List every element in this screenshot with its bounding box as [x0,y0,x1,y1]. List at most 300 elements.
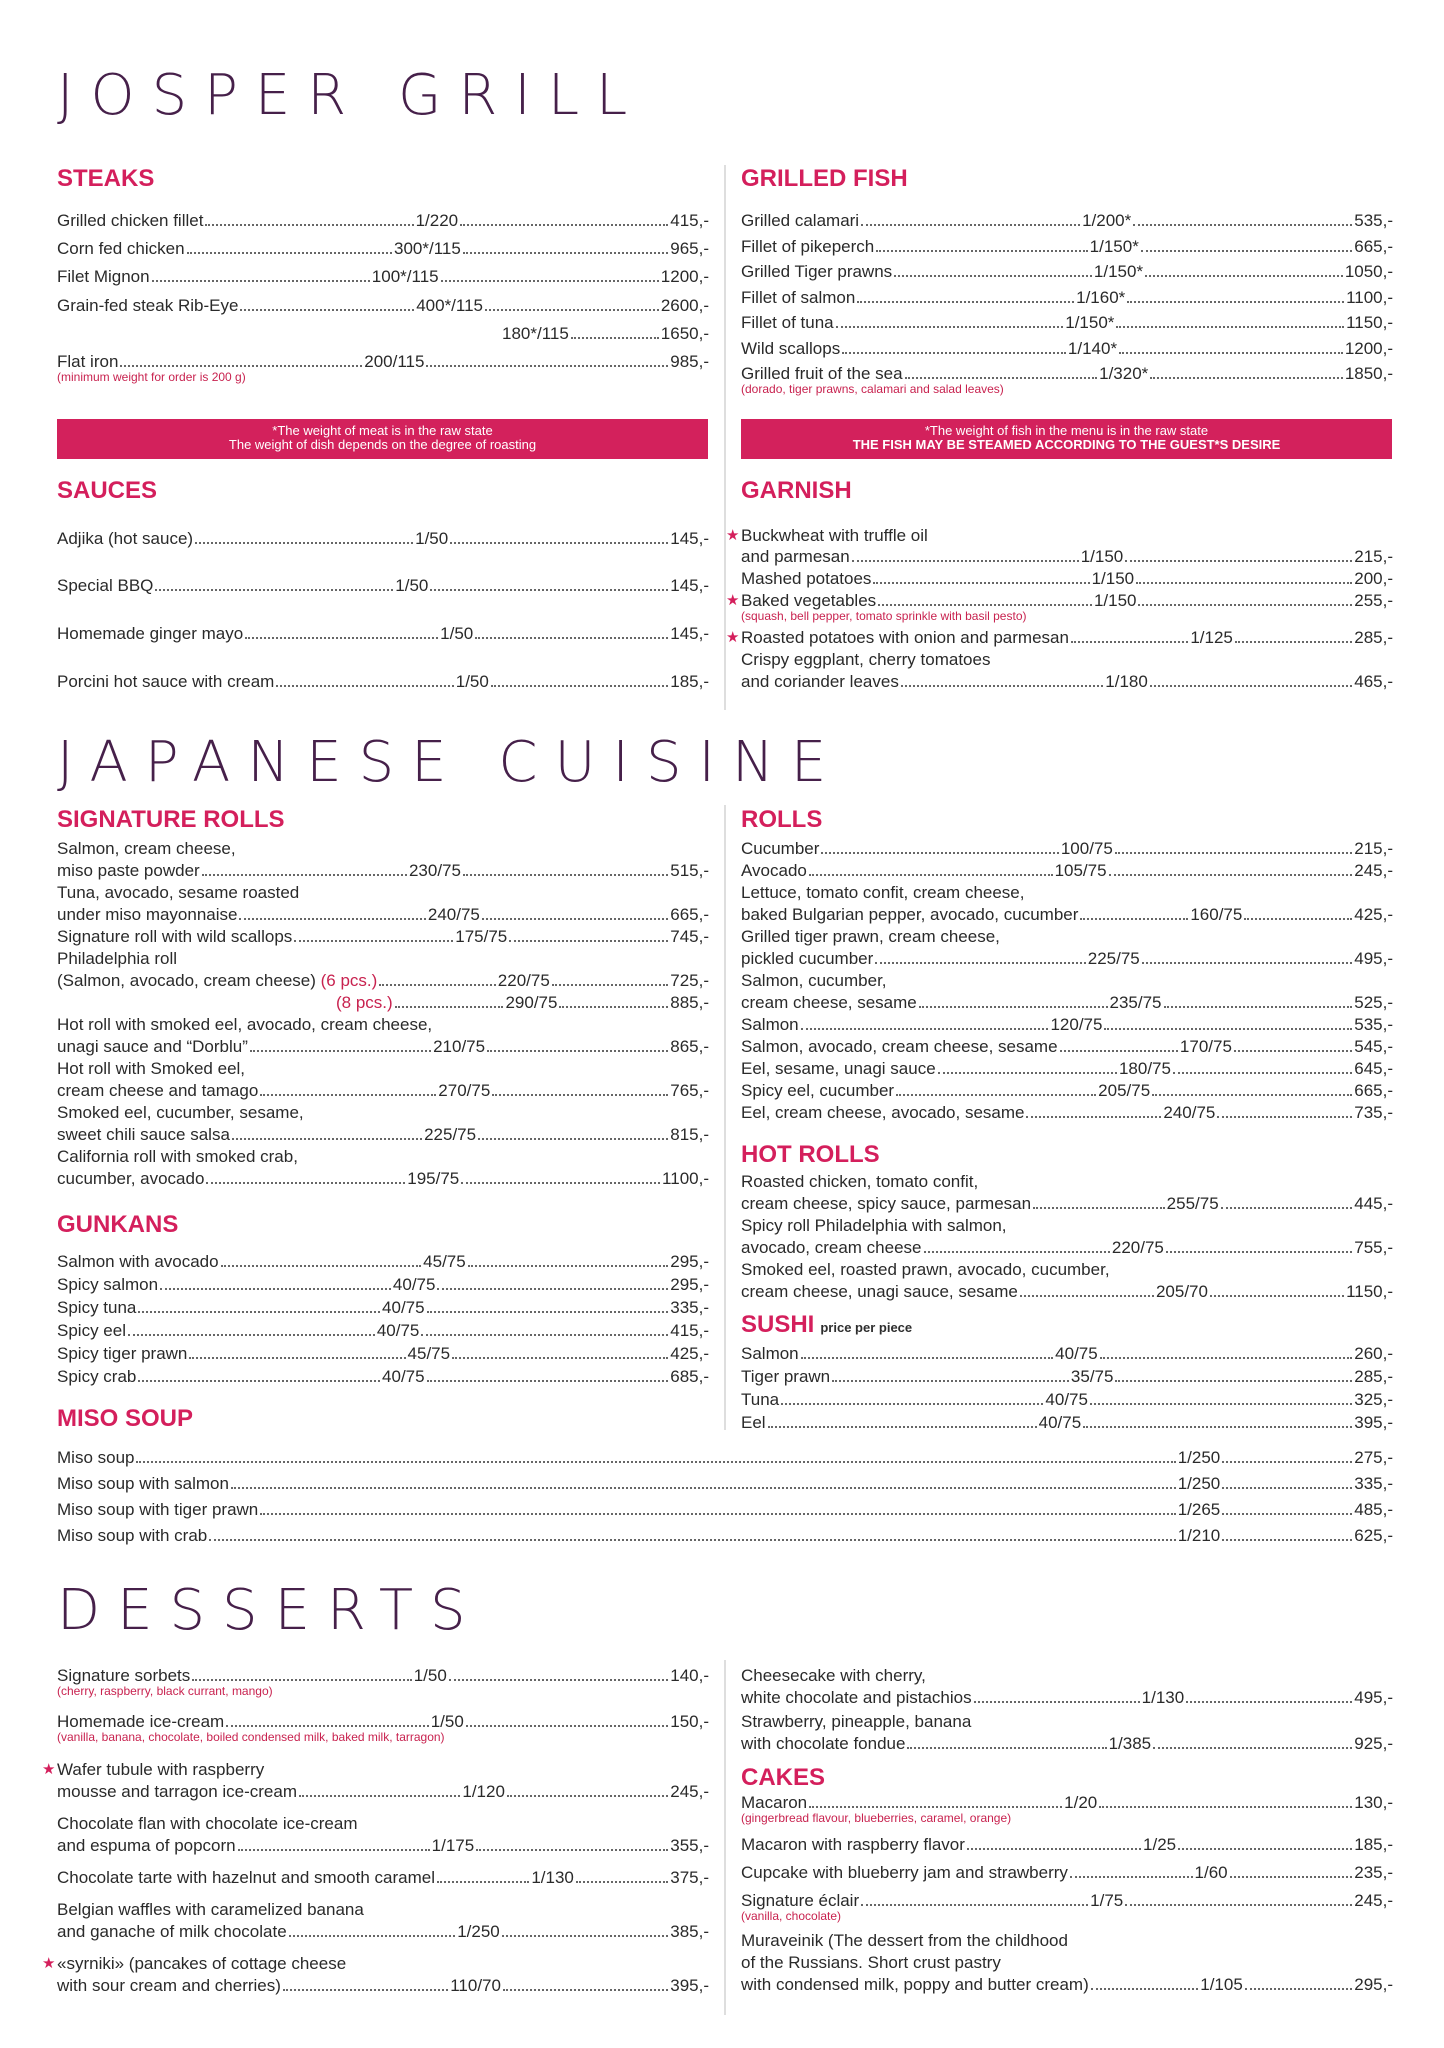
dot-leader [138,1311,380,1313]
item-line: Hot roll with smoked eel, avocado, cream cheese, [57,1015,433,1034]
dot-leader [1230,1876,1353,1878]
item-price: 425,- [670,1344,709,1363]
item-price: 2600,- [660,296,710,315]
item-price: 185,- [1354,1835,1394,1854]
menu-item [57,1251,709,1273]
dot-leader [1235,641,1352,643]
item-weight: 255/75 [1166,1194,1219,1213]
dot-leader [426,365,668,367]
dot-leader [276,685,453,687]
item-weight: 45/75 [423,1252,466,1271]
item-price: 285,- [1354,628,1393,647]
item-name: Fillet of salmon [741,288,856,307]
item-name: pickled cucumber [741,949,874,968]
item-weight: 1/120 [462,1782,505,1801]
item-name: and ganache of milk chocolate [57,1922,287,1941]
dot-leader [809,874,1053,876]
item-line: Salmon, cream cheese, [57,839,236,858]
menu-item [741,546,1393,568]
signature-rolls-title: SIGNATURE ROLLS [57,806,285,833]
item-weight: 180/75 [1118,1059,1171,1078]
dot-leader [781,1403,1043,1405]
item-price: 415,- [670,211,709,230]
dot-leader [905,377,1098,379]
dot-leader [195,542,413,544]
menu-item [741,287,1393,309]
dot-leader [138,1380,380,1382]
menu-item [741,671,1393,693]
dot-leader [205,224,413,226]
dot-leader [379,984,495,986]
menu-item [57,1473,1393,1495]
item-name: mousse and tarragon ice-cream [57,1782,298,1801]
menu-item [57,1124,709,1146]
dot-leader [1109,874,1353,876]
menu-item [57,1447,1393,1469]
dot-leader [832,1380,1069,1382]
dot-leader [894,275,1092,277]
dot-leader [421,1334,668,1336]
dot-leader [136,1461,1175,1463]
item-name: cream cheese and tamago [57,1081,259,1100]
item-price: 245,- [1354,1891,1393,1910]
item-name: and parmesan [741,547,850,566]
menu-item [57,1080,709,1102]
item-weight: 1/50 [413,1666,447,1685]
dot-leader [238,1849,430,1851]
item-price: 535,- [1354,211,1394,230]
item-price: 215,- [1354,839,1394,858]
item-weight: 110/70 [450,1976,501,1995]
item-weight: 200/115 [364,352,425,371]
item-name: Spicy salmon [57,1275,159,1294]
menu-item [57,528,709,550]
item-name: Roasted potatoes with onion and parmesan [741,628,1069,647]
dot-leader [209,1539,1175,1541]
item-name: Macaron [741,1793,808,1812]
menu-item [57,623,709,645]
cakes-title: CAKES [741,1764,826,1791]
dot-leader [1145,275,1343,277]
dot-leader [1186,1701,1352,1703]
item-note: (minimum weight for order is 200 g) [57,370,246,384]
dot-leader [571,337,659,339]
item-price: 185,- [670,672,710,691]
dot-leader [1116,326,1344,328]
item-name: Grain-fed steak Rib-Eye [57,296,239,315]
item-name: Macaron with raspberry flavor [741,1835,965,1854]
item-name: Spicy tuna [57,1298,137,1317]
item-price: 1200,- [660,267,709,286]
item-weight: 1/250 [1177,1448,1221,1467]
banner-line: THE FISH MAY BE STEAMED ACCORDING TO THE GUEST*S DESIRE [852,437,1281,452]
dot-leader [861,1904,1088,1906]
dot-leader [1150,685,1352,687]
dot-leader [919,1006,1108,1008]
menu-item [741,1237,1393,1259]
item-price: 485,- [1354,1500,1393,1519]
item-weight: 160/75 [1190,905,1243,924]
item-weight: 225/75 [1087,949,1140,968]
item-weight: 175/75 [455,927,508,946]
menu-item [57,1036,709,1058]
dot-leader [924,1251,1110,1253]
item-note: (gingerbread flavour, blueberries, caramel, orange) [741,1811,1012,1825]
menu-item [741,338,1393,360]
dot-leader [463,252,668,254]
dot-leader [509,940,668,942]
item-price: 285,- [1354,1367,1393,1386]
dot-leader [299,1795,460,1797]
item-weight: 290/75 [505,993,558,1012]
menu-item [57,1835,709,1857]
dot-leader [1164,1006,1353,1008]
menu-item [741,236,1393,258]
item-price: 150,- [670,1712,710,1731]
item-weight: 300*/115 [394,239,461,258]
dot-leader [1166,1251,1352,1253]
item-line: Cheesecake with cherry, [741,1666,926,1685]
dot-leader [1133,224,1352,226]
item-name: Grilled calamari [741,211,860,230]
menu-item [741,1343,1393,1365]
item-name: Signature éclair [741,1891,860,1910]
item-price: 515,- [670,861,709,880]
item-line: Crispy eggplant, cherry tomatoes [741,650,991,669]
item-name: Baked vegetables [741,591,877,610]
item-line: Philadelphia roll [57,949,178,968]
item-name: cream cheese, spicy sauce, parmesan [741,1194,1032,1213]
menu-item [741,1366,1393,1388]
item-weight: 1/50 [430,1712,464,1731]
dot-leader [974,1701,1140,1703]
item-weight: 240/75 [427,905,480,924]
item-name: Homemade ice-cream [57,1712,225,1731]
item-name: and espuma of popcorn [57,1836,236,1855]
dot-leader [449,1679,668,1681]
dot-leader [801,1028,1049,1030]
steaks-title: STEAKS [57,165,155,192]
dot-leader [189,1357,405,1359]
item-weight: 1/160* [1076,288,1126,307]
item-weight: 225/75 [424,1125,477,1144]
dot-leader [475,637,668,639]
item-line: Chocolate flan with chocolate ice-cream [57,1814,358,1833]
dot-leader [1083,1426,1352,1428]
item-name: under miso mayonnaise [57,905,238,924]
dot-leader [487,1050,668,1052]
item-name: cream cheese, unagi sauce, sesame [741,1282,1018,1301]
menu-item [741,1014,1393,1036]
item-price: 355,- [670,1836,710,1855]
dot-leader [187,252,392,254]
dot-leader [896,1094,1096,1096]
star-icon: ★ [726,629,740,646]
menu-item [741,261,1393,283]
item-name: cream cheese, sesame [741,993,917,1012]
item-note: (vanilla, chocolate) [741,1909,842,1923]
dot-leader [907,1747,1106,1749]
menu-item [741,1281,1393,1303]
item-price: 215,- [1354,547,1394,566]
item-price: 395,- [670,1976,709,1995]
item-name: Mashed potatoes [741,569,872,588]
menu-item [741,1834,1393,1856]
garnish-title: GARNISH [741,477,852,504]
menu-item [57,1168,709,1190]
item-weight: 1/175 [431,1836,475,1855]
item-weight: 1/130 [531,1868,574,1887]
item-price: 815,- [670,1125,710,1144]
dot-leader [260,1513,1175,1515]
dot-leader [1033,1207,1165,1209]
item-note: (cherry, raspberry, black currant, mango) [57,1684,273,1698]
menu-item [57,1975,709,1997]
item-price: 1850,- [1344,364,1394,383]
item-weight: 40/75 [1045,1390,1088,1409]
item-weight: 1/180 [1105,672,1148,691]
item-price: 965,- [670,239,710,258]
item-price: 275,- [1354,1448,1393,1467]
dot-leader [1090,1403,1352,1405]
item-price: 465,- [1354,672,1393,691]
item-name: Flat iron [57,352,119,371]
item-name: baked Bulgarian pepper, avocado, cucumber [741,905,1079,924]
item-weight: 195/75 [407,1169,460,1188]
item-name: Eel, cream cheese, avocado, sesame [741,1103,1025,1122]
item-weight: 205/75 [1098,1081,1151,1100]
dot-leader [155,589,393,591]
dot-leader [1222,1461,1352,1463]
dot-leader [1099,1806,1352,1808]
dot-leader [809,1806,1062,1808]
dot-leader [1104,1028,1352,1030]
dot-leader [289,1935,456,1937]
dot-leader [240,309,414,311]
dot-leader [878,604,1092,606]
item-weight: 40/75 [1055,1344,1098,1363]
item-price: 145,- [670,576,710,595]
item-name: Special BBQ [57,576,154,595]
item-weight: 120/75 [1050,1015,1103,1034]
dot-leader [1173,1072,1352,1074]
star-icon: ★ [42,1761,56,1778]
item-price: 145,- [670,624,709,643]
item-price: 325,- [1354,1390,1394,1409]
menu-item [741,1687,1393,1709]
dot-leader [450,542,668,544]
item-weight: 1/125 [1190,628,1233,647]
item-line: «syrniki» (pancakes of cottage cheese [57,1954,347,1973]
menu-item [57,210,709,232]
item-name: Fillet of pikeperch [741,237,875,256]
menu-item [57,323,709,345]
item-weight: 100*/115 [371,267,439,286]
dot-leader [1091,1988,1198,1990]
item-weight: 1/150* [1093,262,1144,281]
item-name: miso paste powder [57,861,200,880]
item-line: Grilled tiger prawn, cream cheese, [741,927,1000,946]
banner-line: The weight of dish depends on the degree of roasting [228,437,537,452]
item-price: 415,- [670,1321,709,1340]
item-weight: 1/130 [1141,1688,1185,1707]
item-weight: 240/75 [1163,1103,1216,1122]
dot-leader [503,1989,668,1991]
dot-leader [1153,1747,1352,1749]
dot-leader [1070,1876,1193,1878]
dot-leader [231,1487,1176,1489]
menu-item [57,1525,1393,1547]
item-line: Belgian waffles with caramelized banana [57,1900,364,1919]
item-price: 1050,- [1344,262,1394,281]
menu-item [57,992,709,1014]
menu-item [741,860,1393,882]
item-price: 395,- [1354,1413,1393,1432]
dot-leader [1222,1539,1352,1541]
item-name: Porcini hot sauce with cream [57,672,275,691]
item-name: Adjika (hot sauce) [57,529,194,548]
item-weight: 35/75 [1070,1367,1114,1386]
menu-item [741,1080,1393,1102]
item-price: 260,- [1354,1344,1393,1363]
menu-item [57,1781,709,1803]
item-price: 425,- [1354,905,1393,924]
menu-item [741,1733,1393,1755]
dot-leader [1244,918,1352,920]
item-weight: 1/50 [455,672,489,691]
dot-leader [1245,1988,1352,1990]
item-price: 725,- [670,971,709,990]
item-weight: 1/150* [1065,313,1115,332]
menu-item [57,1867,709,1889]
menu-item [741,1974,1393,1996]
dot-leader [250,1050,431,1052]
menu-item [57,1499,1393,1521]
item-price: 885,- [670,993,709,1012]
item-name: Miso soup with crab [57,1526,208,1545]
menu-item [57,904,709,926]
menu-item [57,926,709,948]
item-weight: 40/75 [382,1367,425,1386]
menu-item [57,1320,709,1342]
item-weight: 1/320* [1099,364,1149,383]
item-price: 375,- [670,1868,709,1887]
item-name: sweet chili sauce salsa [57,1125,230,1144]
item-name: Salmon [741,1344,799,1363]
menu-item [57,970,709,992]
menu-item [741,1058,1393,1080]
item-price: 335,- [670,1298,709,1317]
menu-item [741,904,1393,926]
sushi-title [741,1313,912,1337]
item-name: white chocolate and pistachios [741,1688,972,1707]
item-weight: 1/265 [1177,1500,1221,1519]
dot-leader [441,280,659,282]
menu-item [741,627,1393,649]
dot-leader [427,1380,669,1382]
item-weight: 235/75 [1109,993,1162,1012]
menu-item [57,671,709,693]
dot-leader [876,250,1087,252]
dot-leader [852,560,1079,562]
dot-leader [461,1182,660,1184]
menu-item [57,238,709,260]
dot-leader [1115,852,1352,854]
item-price: 335,- [1354,1474,1393,1493]
menu-item [741,1193,1393,1215]
item-price: 685,- [670,1367,710,1386]
dot-leader [836,326,1064,328]
item-weight: 220/75 [1111,1238,1164,1257]
dot-leader [160,1288,391,1290]
item-weight: 1/210 [1177,1526,1221,1545]
item-line: Wafer tubule with raspberry [57,1760,265,1779]
dot-leader [801,1357,1054,1359]
menu-item [57,295,709,317]
item-price: 385,- [670,1922,710,1941]
rolls-title: ROLLS [741,806,823,833]
item-weight: 40/75 [1038,1413,1082,1432]
item-name: with chocolate fondue [741,1734,906,1753]
dot-leader [492,1094,668,1096]
item-price: 665,- [670,905,710,924]
menu-item [741,1412,1393,1434]
column-divider [724,805,726,1430]
item-line: California roll with smoked crab, [57,1147,298,1166]
banner-line: *The weight of meat is in the raw state [272,423,493,438]
menu-item [741,1102,1393,1124]
item-name: Homemade ginger mayo [57,624,244,643]
dot-leader [1217,1116,1352,1118]
item-name: Tuna [741,1390,780,1409]
item-line: Buckwheat with truffle oil [741,526,928,545]
dot-leader [842,352,1066,354]
dot-leader [1221,1207,1353,1209]
dot-leader [466,1725,668,1727]
item-weight: 180*/115 [502,324,569,343]
dot-leader [821,852,1058,854]
menu-item [741,948,1393,970]
dot-leader [482,918,668,920]
item-name: Spicy eel, cucumber [741,1081,895,1100]
item-weight: 1/60 [1194,1863,1228,1882]
dot-leader [576,1881,668,1883]
item-price: 925,- [1354,1734,1393,1753]
item-line: Smoked eel, cucumber, sesame, [57,1103,304,1122]
menu-item [57,1297,709,1319]
dot-leader [476,1849,668,1851]
dot-leader [232,1138,422,1140]
item-price: 765,- [670,1081,710,1100]
item-name: Eel [741,1413,766,1432]
dot-leader [283,1989,448,1991]
dot-leader [1222,1487,1352,1489]
item-weight: 220/75 [497,971,550,990]
item-name: avocado, cream cheese [741,1238,922,1257]
item-name: Wild scallops [741,339,841,358]
item-weight: 1/150 [1093,591,1137,610]
dot-leader [873,582,1089,584]
dot-leader [768,1426,1037,1428]
dot-leader [485,309,659,311]
item-name: Spicy crab [57,1367,137,1386]
star-icon: ★ [726,527,740,544]
dot-leader [437,1288,668,1290]
item-weight: 1/250 [1177,1474,1221,1493]
miso-soup-title: MISO SOUP [57,1405,194,1432]
item-note: (dorado, tiger prawns, calamari and salad leaves) [741,382,1004,396]
dot-leader [1026,1116,1161,1118]
